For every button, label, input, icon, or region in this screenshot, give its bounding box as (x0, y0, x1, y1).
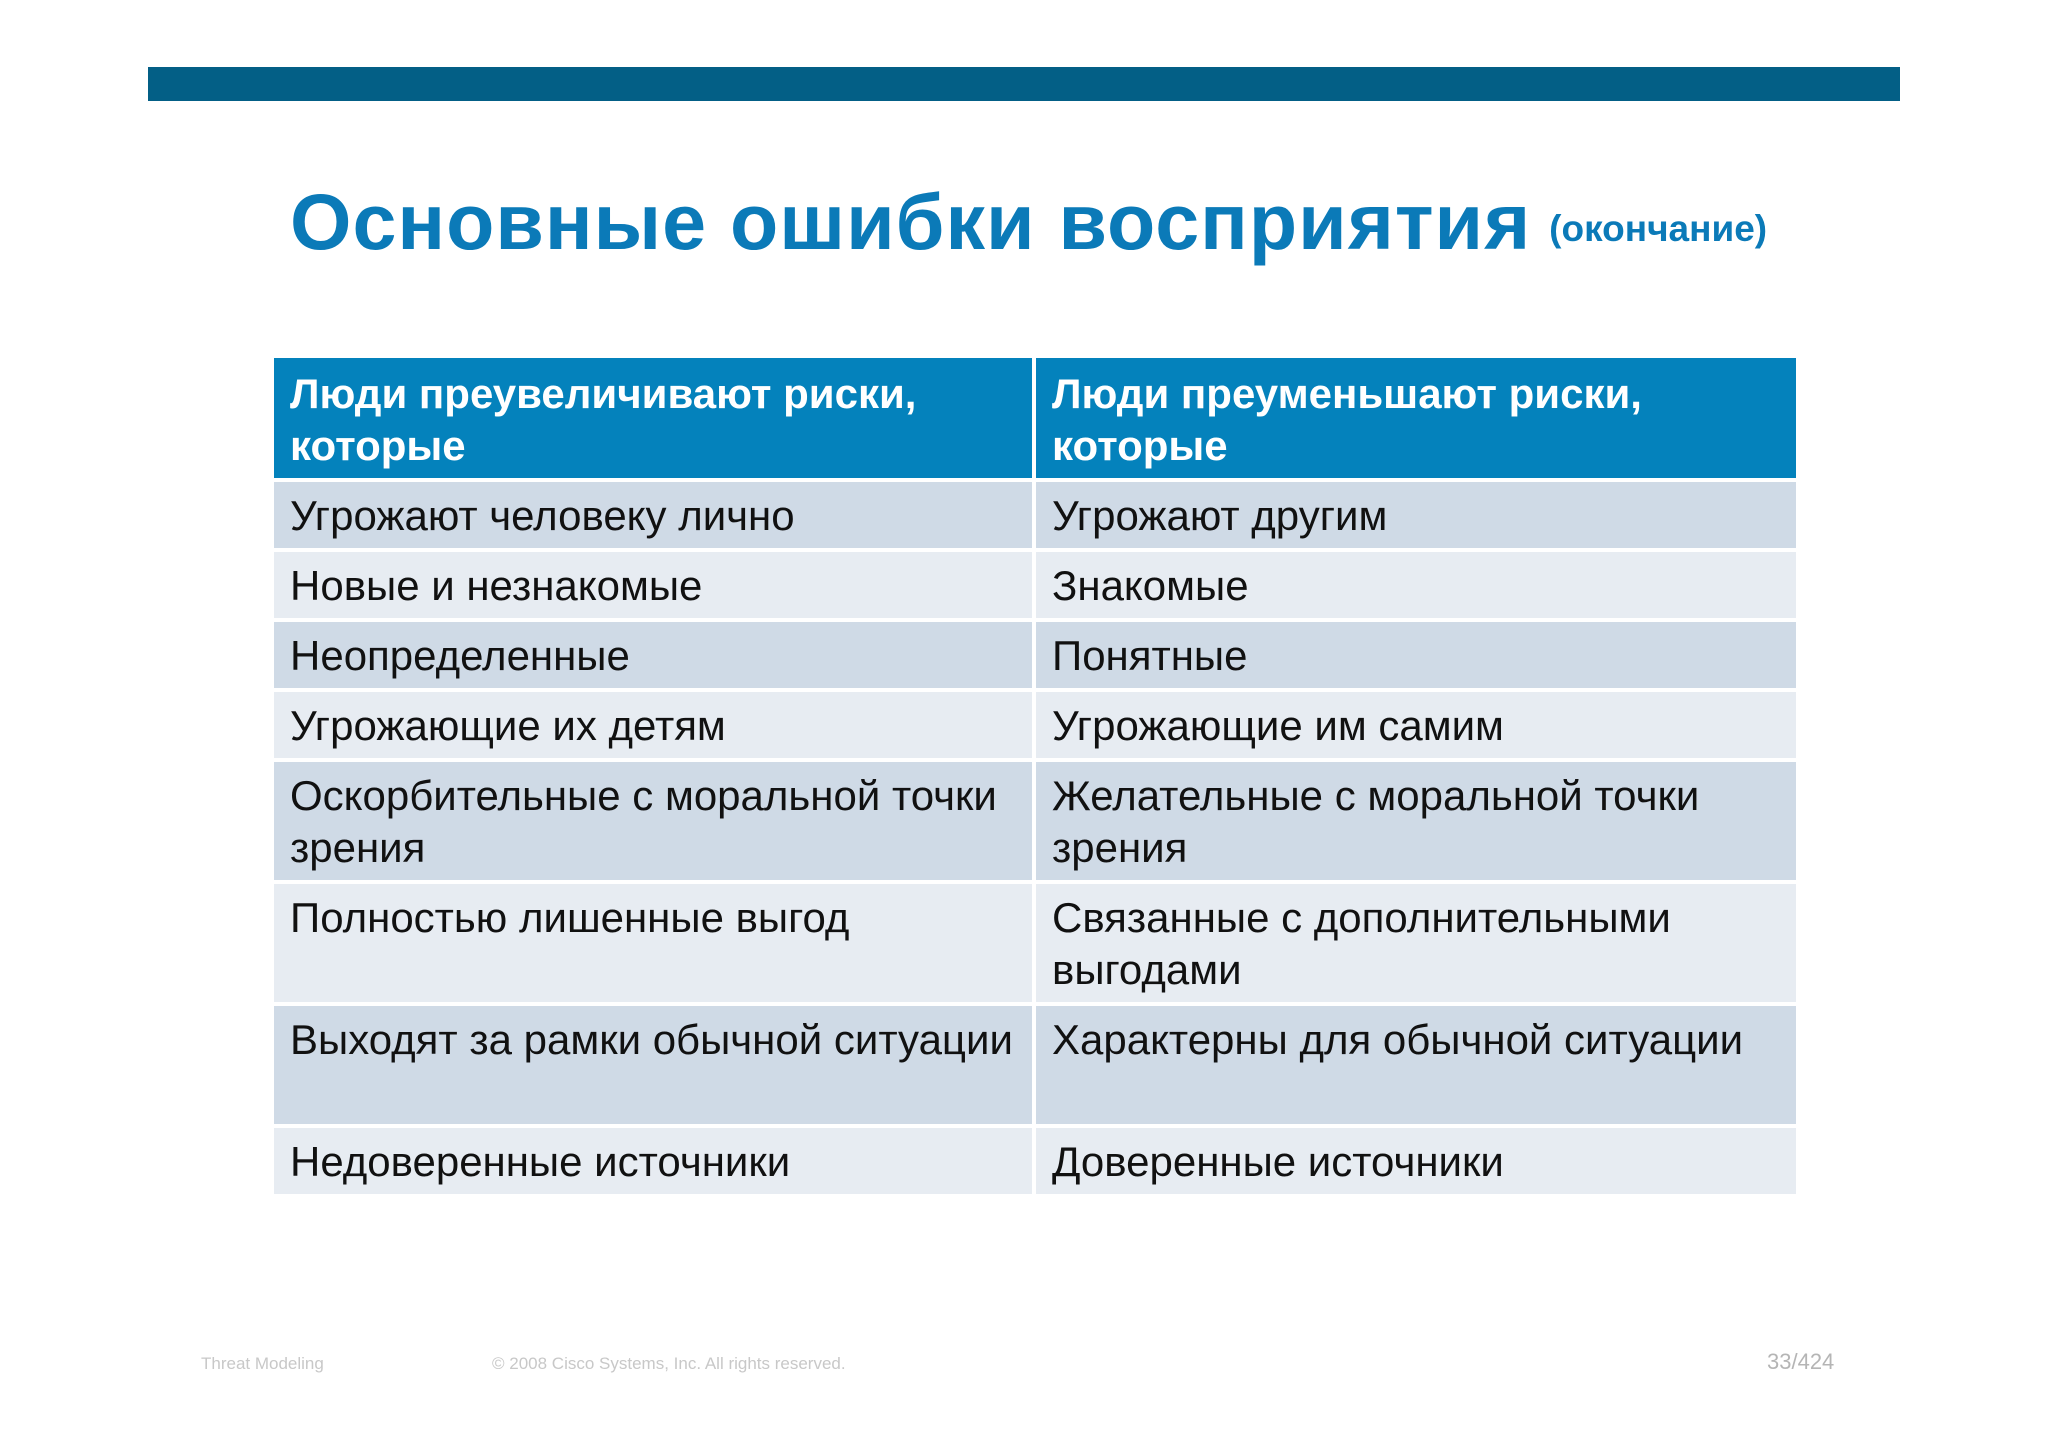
footer-copyright: © 2008 Cisco Systems, Inc. All rights reserved. (492, 1354, 846, 1373)
table-row (274, 760, 1796, 882)
table-cell-underestimate: Доверенные источники (1034, 1126, 1796, 1196)
slide-title-subtitle: (окончание) (1549, 208, 1768, 249)
table-row (274, 1004, 1796, 1126)
table-row (274, 620, 1796, 690)
table-cell-overestimate: Полностью лишенные выгод (274, 882, 1034, 1004)
top-accent-bar (148, 67, 1900, 101)
table-row (274, 550, 1796, 620)
table-cell-underestimate: Угрожающие им самим (1034, 690, 1796, 760)
page-number: 33/424 (1767, 1349, 1835, 1374)
table-cell-underestimate: Желательные с моральной точки зрения (1034, 760, 1796, 882)
footer-topic: Threat Modeling (201, 1354, 324, 1373)
table-row (274, 690, 1796, 760)
slide-title (290, 177, 1768, 266)
table-cell-overestimate: Недоверенные источники (274, 1126, 1034, 1196)
table-cell-overestimate: Угрожающие их детям (274, 690, 1034, 760)
table-cell-overestimate: Новые и незнакомые (274, 550, 1034, 620)
table-cell-underestimate: Знакомые (1034, 550, 1796, 620)
slide-title-main: Основные ошибки восприятия (290, 177, 1532, 266)
header-underestimate: Люди преуменьшают риски, которые (1034, 358, 1796, 480)
table-cell-overestimate: Выходят за рамки обычной ситуации (274, 1004, 1034, 1126)
table-cell-overestimate: Оскорбительные с моральной точки зрения (274, 760, 1034, 882)
perception-table (274, 358, 1796, 1198)
table-cell-overestimate: Неопределенные (274, 620, 1034, 690)
table-cell-overestimate: Угрожают человеку лично (274, 480, 1034, 550)
table-row (274, 480, 1796, 550)
table-row (274, 1126, 1796, 1196)
table-row (274, 882, 1796, 1004)
table-cell-underestimate: Понятные (1034, 620, 1796, 690)
table-cell-underestimate: Угрожают другим (1034, 480, 1796, 550)
table-cell-underestimate: Характерны для обычной ситуации (1034, 1004, 1796, 1126)
header-overestimate: Люди преувеличивают риски, которые (274, 358, 1034, 480)
table-cell-underestimate: Связанные с дополнительными выгодами (1034, 882, 1796, 1004)
table-header-row (274, 358, 1796, 480)
